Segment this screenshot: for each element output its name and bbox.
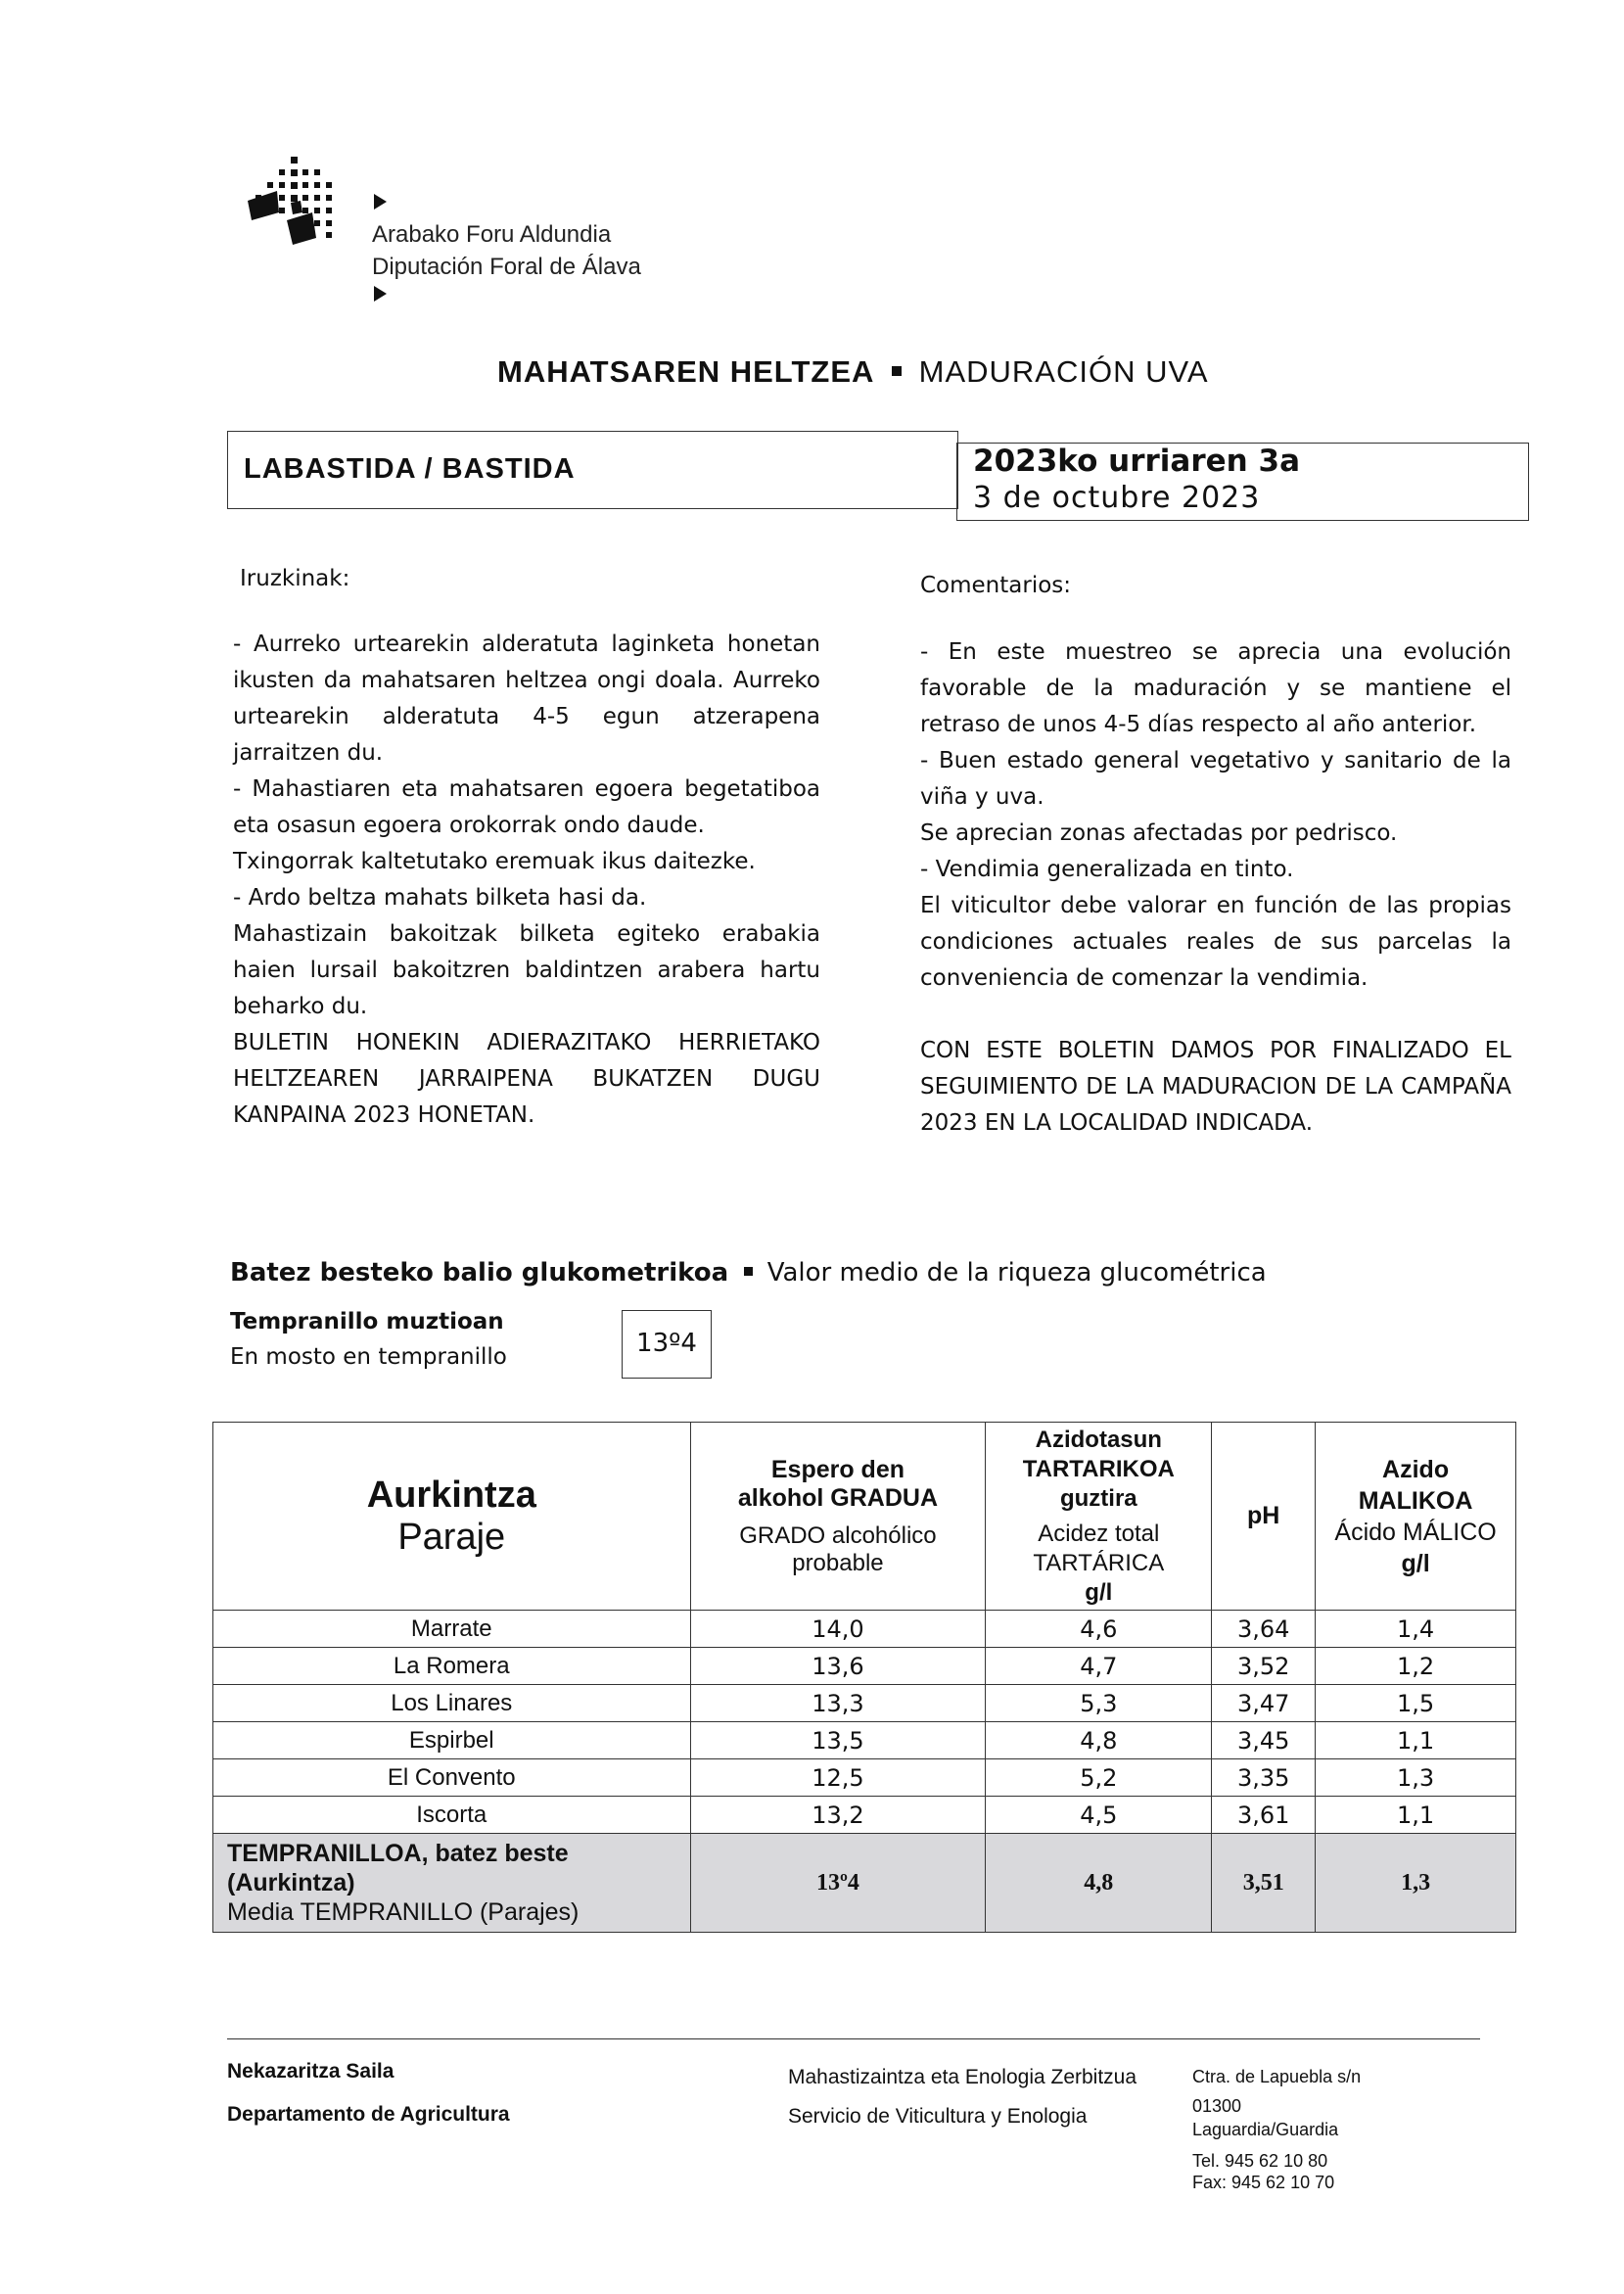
average-label [213,1834,691,1933]
date-es: 3 de octubre 2023 [973,481,1261,515]
header-malic-eu-2: MALIKOA [1358,1486,1473,1515]
header-alcohol-es: GRADO alcohólico probable [739,1522,937,1576]
cell-alcohol: 13,6 [690,1648,986,1685]
cell-acid: 4,8 [986,1722,1212,1759]
cell-place: Espirbel [213,1722,691,1759]
comment-eu-4: - Ardo beltza mahats bilketa hasi da. [233,885,647,911]
header-alcohol-eu: Espero den alkohol GRADUA [737,1455,939,1512]
glucometric-heading-eu: Batez besteko balio glukometrikoa [230,1258,729,1287]
arrow-right-icon [374,286,387,302]
average-label-eu-2: (Aurkintza) [227,1869,355,1896]
arrow-right-icon [374,194,387,210]
comments-heading-eu: Iruzkinak: [240,566,350,591]
comment-eu-6: BULETIN HONEKIN ADIERAZITAKO HERRIETAKO HELTZEAREN JARRAIPENA BUKATZEN DUGU KANPAINA 2023 HONETAN. [233,1030,820,1128]
average-label-es: Media TEMPRANILLO (Parajes) [227,1898,580,1926]
cell-place: La Romera [213,1648,691,1685]
header-place-es: Paraje [397,1516,506,1558]
footer-address-2: 01300 [1192,2096,1242,2116]
cell-ph: 3,35 [1212,1759,1316,1797]
cell-place: Marrate [213,1611,691,1648]
glucometric-label-eu: Tempranillo muztioan [230,1309,504,1334]
cell-ph: 3,52 [1212,1648,1316,1685]
page-title [497,354,1209,390]
cell-alcohol: 14,0 [690,1611,986,1648]
footer-service-es: Servicio de Viticultura y Enologia [788,2105,1088,2128]
cell-malic: 1,1 [1316,1722,1516,1759]
footer-address-3: Laguardia/Guardia [1192,2120,1339,2139]
cell-alcohol: 13,2 [690,1797,986,1834]
square-bullet-icon [744,1267,753,1276]
footer-tel: Tel. 945 62 10 80 [1192,2151,1328,2171]
comment-es-1: - En este muestreo se aprecia una evolución favorable de la maduración y se mantiene el retraso de unos 4-5 días respecto al año anterior. [920,639,1511,737]
footer-divider [227,2038,1480,2039]
table-average-row [213,1834,1516,1933]
cell-ph: 3,64 [1212,1611,1316,1648]
table-row [213,1685,1516,1722]
comments-eu [233,627,820,1134]
cell-place: Iscorta [213,1797,691,1834]
cell-alcohol: 12,5 [690,1759,986,1797]
title-es: MADURACIÓN UVA [918,354,1209,389]
header-acid-unit: g/l [1085,1578,1113,1606]
cell-malic: 1,1 [1316,1797,1516,1834]
cell-alcohol: 13,3 [690,1685,986,1722]
footer-dept-eu: Nekazaritza Saila [227,2060,394,2083]
comment-eu-1: - Aurreko urtearekin alderatuta laginketa honetan ikusten da mahatsaren heltzea ongi doala. Aurreko urtearekin alderatuta 4-5 egun atzerapena jarraitzen du. [233,632,820,766]
glucometric-heading [230,1258,1267,1287]
cell-place: Los Linares [213,1685,691,1722]
footer-fax: Fax: 945 62 10 70 [1192,2173,1335,2192]
cell-malic: 1,4 [1316,1611,1516,1648]
comment-es-3: Se aprecian zonas afectadas por pedrisco. [920,820,1398,846]
glucometric-label-es: En mosto en tempranillo [230,1344,507,1370]
org-name-eu: Arabako Foru Aldundia [372,221,612,248]
table-row [213,1722,1516,1759]
logo [240,152,352,269]
average-label-eu-1: TEMPRANILLOA, batez beste [227,1840,569,1867]
header-malic-eu-1: Azido [1382,1455,1450,1483]
header-acid [986,1423,1212,1611]
maturation-table [212,1422,1516,1933]
cell-malic: 1,5 [1316,1685,1516,1722]
cell-ph: 3,47 [1212,1685,1316,1722]
header-place [213,1423,691,1611]
table-row [213,1611,1516,1648]
cell-ph: 3,45 [1212,1722,1316,1759]
glucometric-value-box [622,1310,712,1379]
cell-acid: 4,7 [986,1648,1212,1685]
header-malic-unit: g/l [1401,1549,1430,1577]
header-acid-eu-3: guztira [1059,1484,1137,1512]
glucometric-heading-es: Valor medio de la riqueza glucométrica [766,1258,1267,1287]
header-alcohol [690,1423,986,1611]
comment-es-6: CON ESTE BOLETIN DAMOS POR FINALIZADO EL SEGUIMIENTO DE LA MADURACION DE LA CAMPAÑA 2023 EN LA LOCALIDAD INDICADA. [920,1038,1511,1136]
cell-ph: 3,61 [1212,1797,1316,1834]
cell-acid: 5,3 [986,1685,1212,1722]
title-eu: MAHATSAREN HELTZEA [497,354,875,389]
location-box [227,431,958,509]
header-acid-eu-2: TARTARIKOA [1022,1455,1175,1482]
header-malic-es: Ácido MÁLICO [1334,1518,1497,1546]
header-place-eu: Aurkintza [366,1474,536,1516]
comment-es-5: El viticultor debe valorar en función de las propias condiciones actuales reales de sus parcelas la conveniencia de comenzar la vendimia. [920,893,1511,991]
table-row [213,1797,1516,1834]
header-acid-eu-1: Azidotasun [1035,1426,1162,1453]
comments-es [920,634,1511,1142]
header-ph: pH [1212,1423,1316,1611]
header-acid-es-1: Acidez total [1038,1520,1160,1547]
cell-malic: 1,2 [1316,1648,1516,1685]
footer-address-1: Ctra. de Lapuebla s/n [1192,2067,1362,2086]
header-malic [1316,1423,1516,1611]
cell-acid: 4,5 [986,1797,1212,1834]
glucometric-value: 13º4 [636,1329,697,1358]
footer-dept-es: Departamento de Agricultura [227,2103,510,2126]
comment-eu-3: Txingorrak kaltetutako eremuak ikus daitezke. [233,849,756,874]
square-bullet-icon [892,366,902,376]
comment-es-4: - Vendimia generalizada en tinto. [920,857,1294,882]
table-row [213,1648,1516,1685]
cell-alcohol: 13,5 [690,1722,986,1759]
cell-acid: 4,6 [986,1611,1212,1648]
cell-acid: 5,2 [986,1759,1212,1797]
comments-heading-es: Comentarios: [920,573,1072,598]
footer-service-eu: Mahastizaintza eta Enologia Zerbitzua [788,2066,1137,2088]
cell-place: El Convento [213,1759,691,1797]
date-eu: 2023ko urriaren 3a [973,444,1301,479]
table-header-row [213,1423,1516,1611]
average-alcohol: 13º4 [690,1834,986,1933]
average-malic: 1,3 [1316,1834,1516,1933]
average-ph: 3,51 [1212,1834,1316,1933]
comment-es-2: - Buen estado general vegetativo y sanitario de la viña y uva. [920,748,1511,810]
comment-eu-5: Mahastizain bakoitzak bilketa egiteko erabakia haien lursail bakoitzren baldintzen arabera hartu beharko du. [233,921,820,1019]
location-name: LABASTIDA / BASTIDA [244,453,576,485]
org-name-es: Diputación Foral de Álava [372,254,641,280]
diputacion-logo-icon [240,152,352,269]
header-acid-es-2: TARTÁRICA [1033,1549,1165,1576]
average-acid: 4,8 [986,1834,1212,1933]
comment-eu-2: - Mahastiaren eta mahatsaren egoera begetatiboa eta osasun egoera orokorrak ondo daude. [233,776,820,838]
table-row [213,1759,1516,1797]
date-box [956,443,1529,521]
cell-malic: 1,3 [1316,1759,1516,1797]
